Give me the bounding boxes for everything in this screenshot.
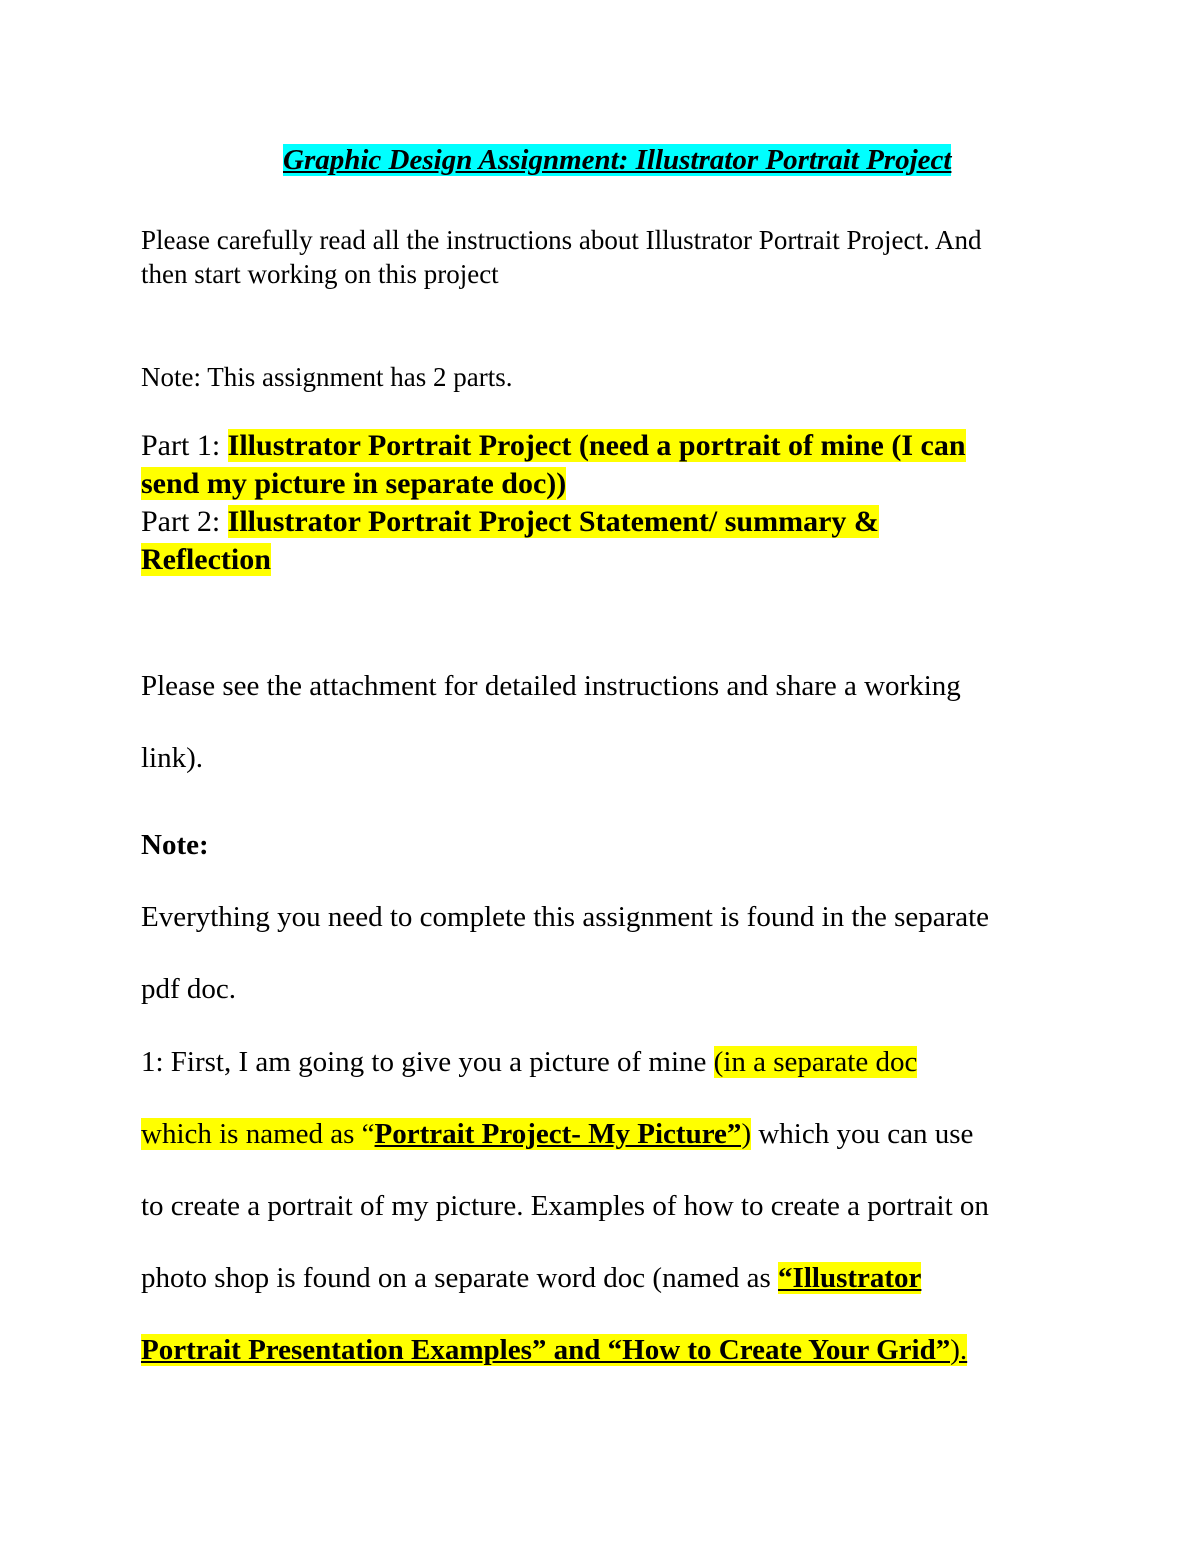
everything-line-1: Everything you need to complete this assignment is found in the separate [141,901,990,933]
examples-doc-link[interactable]: Portrait Presentation Examples” and “How to Create Your Grid” [141,1334,951,1366]
intro-line-1: Please carefully read all the instructions about Illustrator Portrait Project. And [141,225,982,255]
part-2-text-1: Illustrator Portrait Project Statement/ summary & [227,505,879,538]
title-text: Graphic Design Assignment: Illustrator Portrait Project [283,144,952,176]
attachment-line-1: Please see the attachment for detailed instructions and share a working [141,670,961,702]
examples-doc-link-start[interactable]: “Illustrator [778,1262,922,1294]
step-1-named-as: which is named as “ [141,1118,375,1150]
step-1-line-2 [141,1114,973,1154]
part-2 [141,503,879,579]
attachment-line-2: link). [141,742,204,774]
page-title [283,140,951,180]
part-1-text-1: Illustrator Portrait Project (need a portrait of mine (I can [227,429,966,462]
step-1-text: 1: First, I am going to give you a picture of mine [141,1046,714,1078]
step-1-line-3: to create a portrait of my picture. Examples of how to create a portrait on [141,1190,989,1222]
step-1-line-4 [141,1258,921,1298]
step-1-use-text: which you can use [751,1118,974,1150]
my-picture-doc-link[interactable]: Portrait Project- My Picture” [374,1118,742,1150]
part-1-label: Part 1: [141,429,228,462]
step-1-end: ). [950,1334,968,1366]
everything-line-2: pdf doc. [141,973,237,1005]
step-1-line-1 [141,1042,917,1082]
intro-paragraph [141,223,982,291]
part-1 [141,427,966,503]
step-1-close-paren: ) [741,1118,752,1150]
step-1-photo-shop-text: photo shop is found on a separate word doc (named as [141,1262,779,1294]
part-1-text-2: send my picture in separate doc)) [141,467,567,500]
part-2-label: Part 2: [141,505,228,538]
note-heading: Note: [141,829,209,861]
step-1-line-5 [141,1330,967,1370]
intro-line-2: then start working on this project [141,259,499,289]
step-1-highlight: (in a separate doc [713,1046,918,1078]
part-2-text-2: Reflection [141,543,271,576]
parts-note: Note: This assignment has 2 parts. [141,362,513,392]
